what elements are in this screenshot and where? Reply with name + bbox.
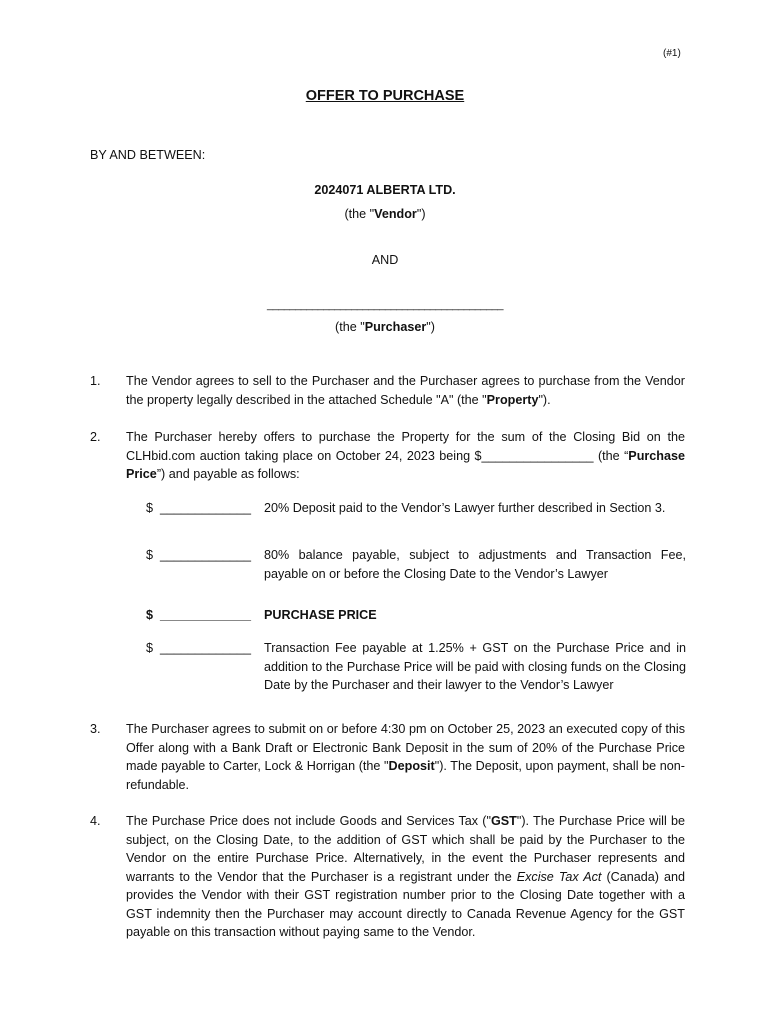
- vendor-name: 2024071 ALBERTA LTD.: [314, 183, 456, 197]
- amount-blank: _____________: [160, 548, 252, 562]
- clause-number: 3.: [90, 722, 101, 736]
- clause-text: [126, 372, 685, 409]
- defined-term: Purchase Price: [126, 448, 685, 481]
- clause-text-part: "). The Purchase Price will be subject, on the Closing Date, to the addition of GST which shall be paid by the Purchaser to the Vendor on the entire Purchase Price. Alternatively, in the event the Purchaser represents and warrants to the Vendor that the Purchaser is a registrant under the: [126, 814, 685, 884]
- by-and-between-label: BY AND BETWEEN:: [90, 148, 206, 162]
- clause-3: [90, 720, 685, 794]
- page-marker: (#1): [663, 48, 681, 59]
- payment-row-purchase-price: [146, 606, 686, 625]
- clause-1: [90, 372, 685, 409]
- clause-4: [90, 812, 685, 942]
- clause-text-part: (Canada) and provides the Vendor with their GST registration number prior to the Closing Date together with a GST indemnity then the Purchaser may account directly to Canada Revenue Agency for the GST payable on this transaction without paying same to the Vendor.: [126, 869, 685, 939]
- clause-text: [126, 720, 685, 794]
- payment-description: 80% balance payable, subject to adjustments and Transaction Fee, payable on or before the Closing Date to the Vendor’s Lawyer: [264, 548, 686, 581]
- payment-row-balance: [146, 546, 686, 583]
- payment-description: PURCHASE PRICE: [264, 608, 377, 622]
- clause-text-part: The Purchase Price does not include Goods and Services Tax (": [126, 814, 491, 828]
- and-label: AND: [371, 253, 399, 267]
- clause-text-part: The Purchaser hereby offers to purchase the Property for the sum of the Closing Bid on the CLHbid.com auction taking place on October 24, 2023 being $________________ (the “: [126, 430, 685, 463]
- purchaser-signature-line: __________________________________________: [267, 299, 503, 311]
- purchaser-pre: (the ": [335, 320, 365, 334]
- payment-description: 20% Deposit paid to the Vendor’s Lawyer further described in Section 3.: [264, 501, 666, 515]
- vendor-role: Vendor: [374, 207, 417, 221]
- defined-term: Property: [486, 392, 539, 407]
- vendor-post: "): [416, 207, 426, 221]
- clause-number: 2.: [90, 430, 101, 444]
- amount-blank: _____________: [160, 641, 252, 655]
- purchaser-post: "): [426, 320, 435, 334]
- currency-symbol: $: [146, 548, 154, 562]
- clause-text: [126, 812, 685, 942]
- vendor-designation: [0, 205, 770, 224]
- clause-number: 1.: [90, 374, 101, 388]
- payment-row-transaction-fee: [146, 639, 686, 695]
- statute-name: Excise Tax Act: [516, 869, 602, 884]
- clause-text-part: The Purchaser agrees to submit on or before 4:30 pm on October 25, 2023 an executed copy of this Offer along with a Bank Draft or Electronic Bank Deposit in the sum of 20% of the Purchase Price made payable to Carter, Lock & Horrigan (the ": [126, 722, 685, 773]
- amount-blank: _____________: [160, 501, 252, 515]
- purchaser-designation: [0, 318, 770, 337]
- clause-text-part: ”) and payable as follows:: [156, 467, 300, 481]
- document-title: OFFER TO PURCHASE: [305, 88, 465, 104]
- vendor-pre: (the ": [344, 207, 375, 221]
- clause-number: 4.: [90, 814, 101, 828]
- purchaser-role: Purchaser: [364, 320, 427, 334]
- defined-term: Deposit: [388, 759, 435, 773]
- payment-row-deposit: [146, 499, 686, 518]
- clause-text-part: "). The Deposit, upon payment, shall be non-refundable.: [126, 759, 685, 792]
- amount-blank: _____________: [160, 608, 252, 622]
- defined-term: GST: [490, 814, 517, 828]
- clause-2: [90, 428, 685, 484]
- clause-text-part: The Vendor agrees to sell to the Purchaser and the Purchaser agrees to purchase from the Vendor the property legally described in the attached Schedule "A" (the ": [126, 374, 685, 407]
- clause-text: [126, 428, 685, 484]
- currency-symbol: $: [146, 501, 154, 515]
- currency-symbol: $: [146, 641, 154, 655]
- payment-description: Transaction Fee payable at 1.25% + GST on the Purchase Price and in addition to the Purchase Price will be paid with closing funds on the Closing Date by the Purchaser and their lawyer to the Vendor’s Lawyer: [264, 641, 686, 692]
- currency-symbol: $: [146, 608, 154, 622]
- clause-text-part: ").: [538, 392, 551, 407]
